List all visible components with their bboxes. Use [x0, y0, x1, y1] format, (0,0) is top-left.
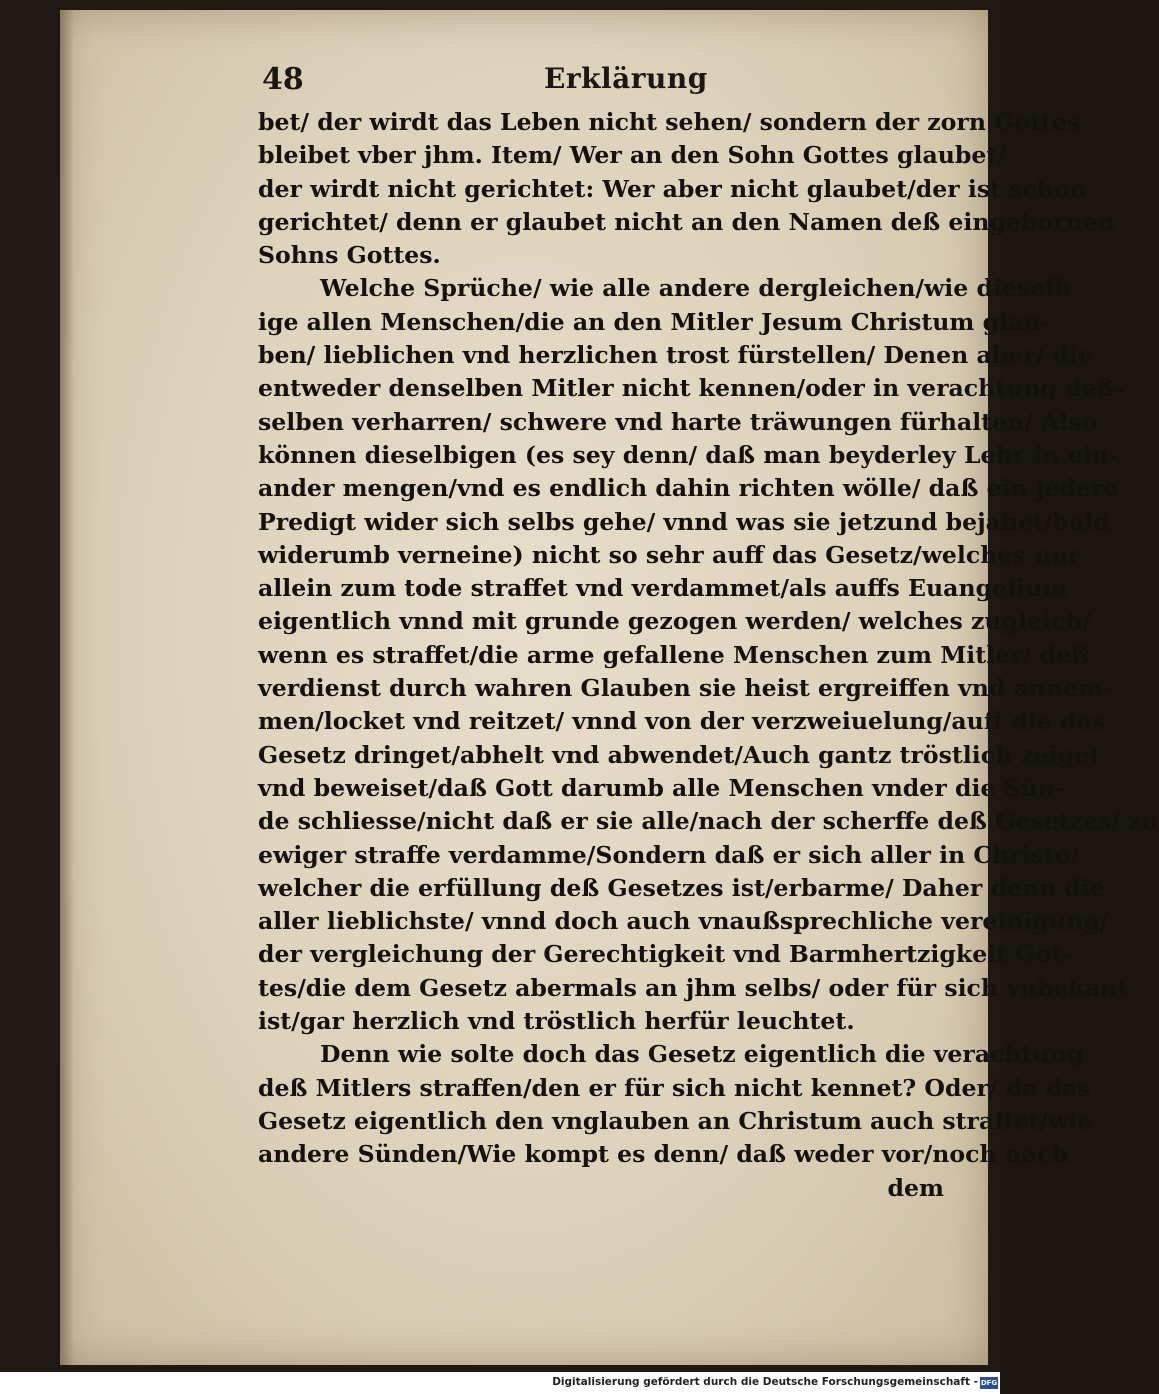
text-line: Gesetz eigentlich den vnglauben an Christum auch straffet/wie	[258, 1106, 1093, 1135]
text-line: gerichtet/ denn er glaubet nicht an den Namen deß eingebornen	[258, 207, 1116, 236]
text-line: Sohns Gottes.	[258, 241, 441, 270]
footer-credit: Digitalisierung gefördert durch die Deutsche Forschungsgemeinschaft -	[552, 1376, 978, 1388]
running-title: Erklärung	[544, 62, 708, 95]
text-line: Predigt wider sich selbs gehe/ vnnd was sie jetzund bejahet/bald	[258, 507, 1110, 536]
page-gutter-shadow	[60, 10, 74, 1365]
text-line: entweder denselben Mitler nicht kennen/oder in verachtung deß-	[258, 374, 1125, 403]
text-line: ben/ lieblichen vnd herzlichen trost fürstellen/ Denen aber/ die	[258, 341, 1093, 370]
text-line: andere Sünden/Wie kompt es denn/ daß weder vor/noch nach	[258, 1140, 1069, 1169]
text-line: tes/die dem Gesetz abermals an jhm selbs/ oder für sich vnbekant	[258, 973, 1129, 1002]
dfg-logo: DFG	[980, 1379, 998, 1387]
text-line: bet/ der wirdt das Leben nicht sehen/ sondern der zorn Gottes	[258, 108, 1081, 136]
text-line: ige allen Menschen/die an den Mitler Jesum Christum glau-	[258, 307, 1051, 336]
page-header	[262, 62, 708, 102]
text-line: aller lieblichste/ vnnd doch auch vnaußsprechliche vereinigung/	[258, 907, 1109, 936]
text-line: vnd beweiset/daß Gott darumb alle Menschen vnder die Sün-	[258, 773, 1065, 802]
text-line: allein zum tode straffet vnd verdammet/als auffs Euangelium	[258, 574, 1068, 603]
text-line: ist/gar herzlich vnd tröstlich herfür leuchtet.	[258, 1007, 855, 1036]
text-line: dem	[887, 1173, 944, 1202]
text-line: men/locket vnd reitzet/ vnnd von der verzweiuelung/auff die das	[258, 707, 1106, 736]
text-line: Denn wie solte doch das Gesetz eigentlich die verachtung	[320, 1040, 1084, 1069]
text-line: welcher die erfüllung deß Gesetzes ist/erbarme/ Daher denn die	[258, 873, 1106, 902]
text-line: widerumb verneine) nicht so sehr auff das Gesetz/welches nur	[258, 540, 1081, 569]
footer-bar	[0, 1372, 1000, 1394]
text-line: der wirdt nicht gerichtet: Wer aber nicht glaubet/der ist schon	[258, 174, 1087, 203]
text-line: ander mengen/vnd es endlich dahin richten wölle/ daß ein jedere	[258, 474, 1119, 503]
text-line: deß Mitlers straffen/den er für sich nicht kennet? Oder/ da das	[258, 1073, 1091, 1102]
text-line: wenn es straffet/die arme gefallene Menschen zum Mitler/ deß	[258, 640, 1089, 669]
text-line: selben verharren/ schwere vnd harte träwungen fürhalten/ Also	[258, 407, 1098, 436]
page-number: 48	[262, 62, 304, 97]
text-line: ewiger straffe verdamme/Sondern daß er sich aller in Christo/	[258, 840, 1080, 869]
text-line: Gesetz dringet/abhelt vnd abwendet/Auch gantz tröstlich zeiget	[258, 740, 1101, 769]
text-line: Welche Sprüche/ wie alle andere dergleichen/wie dieselb	[320, 274, 1071, 303]
text-line: bleibet vber jhm. Item/ Wer an den Sohn Gottes glaubet/	[258, 141, 1006, 170]
text-line: der vergleichung der Gerechtigkeit vnd Barmhertzigkeit Got-	[258, 940, 1072, 969]
text-line: de schliesse/nicht daß er sie alle/nach der scherffe deß Gesetzes/ zu	[258, 807, 1159, 836]
text-line: können dieselbigen (es sey denn/ daß man beyderley Lehr in ein-	[258, 440, 1119, 469]
text-line: verdienst durch wahren Glauben sie heist ergreiffen vnd annem-	[258, 674, 1113, 703]
body-text	[258, 106, 1159, 1205]
text-line: eigentlich vnnd mit grunde gezogen werden/ welches zugleich/	[258, 607, 1092, 636]
